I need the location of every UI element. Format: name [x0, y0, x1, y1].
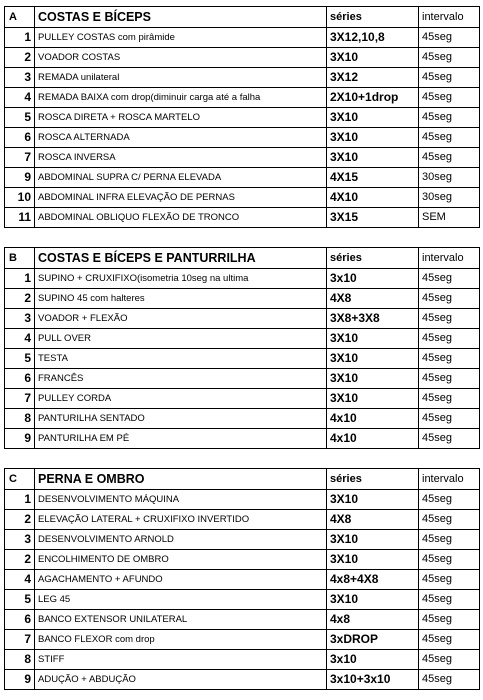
table-row — [5, 630, 480, 650]
exercise-number: 2 — [5, 289, 35, 309]
exercise-interval: 30seg — [419, 188, 480, 208]
table-row — [5, 550, 480, 570]
exercise-interval: 45seg — [419, 630, 480, 650]
exercise-interval: 45seg — [419, 670, 480, 690]
exercise-number: 4 — [5, 329, 35, 349]
exercise-number: 4 — [5, 570, 35, 590]
exercise-name: ELEVAÇÃO LATERAL + CRUXIFIXO INVERTIDO — [35, 510, 327, 530]
exercise-name: PULLEY COSTAS com pirâmide — [35, 28, 327, 48]
exercise-name: REMADA unilateral — [35, 68, 327, 88]
section-title: PERNA E OMBRO — [35, 469, 327, 490]
exercise-series: 3X10 — [327, 48, 419, 68]
exercise-interval: 45seg — [419, 570, 480, 590]
exercise-number: 1 — [5, 490, 35, 510]
exercise-name: VOADOR + FLEXÃO — [35, 309, 327, 329]
exercise-series: 3X10 — [327, 590, 419, 610]
interval-header: intervalo — [419, 248, 480, 269]
exercise-interval: SEM — [419, 208, 480, 228]
table-row — [5, 28, 480, 48]
exercise-series: 3X10 — [327, 108, 419, 128]
exercise-name: ADUÇÃO + ABDUÇÃO — [35, 670, 327, 690]
exercise-interval: 45seg — [419, 389, 480, 409]
exercise-series: 3X15 — [327, 208, 419, 228]
exercise-series: 3xDROP — [327, 630, 419, 650]
exercise-series: 4X10 — [327, 188, 419, 208]
table-row — [5, 309, 480, 329]
table-row — [5, 570, 480, 590]
exercise-series: 4X8 — [327, 510, 419, 530]
exercise-number: 2 — [5, 510, 35, 530]
exercise-interval: 45seg — [419, 289, 480, 309]
exercise-number: 7 — [5, 148, 35, 168]
exercise-name: BANCO FLEXOR com drop — [35, 630, 327, 650]
exercise-name: ABDOMINAL SUPRA C/ PERNA ELEVADA — [35, 168, 327, 188]
exercise-name: STIFF — [35, 650, 327, 670]
interval-header: intervalo — [419, 7, 480, 28]
exercise-name: AGACHAMENTO + AFUNDO — [35, 570, 327, 590]
workout-table — [4, 468, 480, 690]
table-row — [5, 329, 480, 349]
exercise-name: ENCOLHIMENTO DE OMBRO — [35, 550, 327, 570]
table-row — [5, 108, 480, 128]
exercise-number: 1 — [5, 269, 35, 289]
exercise-number: 6 — [5, 610, 35, 630]
table-row — [5, 530, 480, 550]
exercise-number: 3 — [5, 530, 35, 550]
exercise-name: ROSCA INVERSA — [35, 148, 327, 168]
table-row — [5, 148, 480, 168]
exercise-interval: 45seg — [419, 530, 480, 550]
exercise-name: DESENVOLVIMENTO ARNOLD — [35, 530, 327, 550]
exercise-interval: 45seg — [419, 369, 480, 389]
exercise-series: 2X10+1drop — [327, 88, 419, 108]
table-row — [5, 349, 480, 369]
table-row — [5, 490, 480, 510]
workout-table-b — [4, 247, 479, 449]
exercise-number: 7 — [5, 389, 35, 409]
exercise-interval: 45seg — [419, 108, 480, 128]
series-header: séries — [327, 7, 419, 28]
exercise-name: PULL OVER — [35, 329, 327, 349]
interval-header: intervalo — [419, 469, 480, 490]
exercise-number: 9 — [5, 429, 35, 449]
table-row — [5, 409, 480, 429]
exercise-number: 8 — [5, 409, 35, 429]
table-row — [5, 269, 480, 289]
series-header: séries — [327, 248, 419, 269]
exercise-number: 7 — [5, 630, 35, 650]
exercise-series: 3X10 — [327, 530, 419, 550]
workout-table — [4, 247, 480, 449]
exercise-name: PULLEY CORDA — [35, 389, 327, 409]
workout-table-c — [4, 468, 479, 690]
exercise-number: 6 — [5, 128, 35, 148]
table-row — [5, 590, 480, 610]
exercise-name: SUPINO 45 com halteres — [35, 289, 327, 309]
exercise-series: 4x8+4X8 — [327, 570, 419, 590]
table-row — [5, 68, 480, 88]
exercise-interval: 45seg — [419, 309, 480, 329]
exercise-name: DESENVOLVIMENTO MÁQUINA — [35, 490, 327, 510]
exercise-interval: 45seg — [419, 510, 480, 530]
table-header-row — [5, 248, 480, 269]
exercise-series: 4X15 — [327, 168, 419, 188]
table-row — [5, 369, 480, 389]
exercise-number: 9 — [5, 670, 35, 690]
exercise-interval: 30seg — [419, 168, 480, 188]
section-letter: C — [5, 469, 35, 490]
exercise-name: LEG 45 — [35, 590, 327, 610]
exercise-number: 2 — [5, 48, 35, 68]
exercise-interval: 45seg — [419, 28, 480, 48]
section-title: COSTAS E BÍCEPS — [35, 7, 327, 28]
section-title: COSTAS E BÍCEPS E PANTURRILHA — [35, 248, 327, 269]
exercise-series: 3x10 — [327, 650, 419, 670]
table-row — [5, 128, 480, 148]
exercise-series: 4x10 — [327, 429, 419, 449]
exercise-series: 3X8+3X8 — [327, 309, 419, 329]
table-row — [5, 670, 480, 690]
exercise-interval: 45seg — [419, 550, 480, 570]
exercise-number: 10 — [5, 188, 35, 208]
table-row — [5, 208, 480, 228]
exercise-name: ROSCA ALTERNADA — [35, 128, 327, 148]
section-letter: A — [5, 7, 35, 28]
section-letter: B — [5, 248, 35, 269]
exercise-name: ABDOMINAL OBLIQUO FLEXÃO DE TRONCO — [35, 208, 327, 228]
exercise-series: 3X10 — [327, 349, 419, 369]
series-header: séries — [327, 469, 419, 490]
exercise-number: 3 — [5, 68, 35, 88]
table-row — [5, 289, 480, 309]
table-row — [5, 168, 480, 188]
exercise-interval: 45seg — [419, 429, 480, 449]
exercise-interval: 45seg — [419, 148, 480, 168]
exercise-number: 11 — [5, 208, 35, 228]
table-row — [5, 429, 480, 449]
exercise-interval: 45seg — [419, 68, 480, 88]
exercise-series: 3X12 — [327, 68, 419, 88]
table-row — [5, 610, 480, 630]
workout-table-a — [4, 6, 479, 228]
table-row — [5, 188, 480, 208]
exercise-interval: 45seg — [419, 590, 480, 610]
exercise-series: 3X10 — [327, 148, 419, 168]
exercise-name: SUPINO + CRUXIFIXO(isometria 10seg na ultima — [35, 269, 327, 289]
exercise-number: 8 — [5, 650, 35, 670]
exercise-number: 9 — [5, 168, 35, 188]
exercise-interval: 45seg — [419, 490, 480, 510]
exercise-name: ROSCA DIRETA + ROSCA MARTELO — [35, 108, 327, 128]
exercise-series: 3X10 — [327, 329, 419, 349]
table-header-row — [5, 7, 480, 28]
table-row — [5, 389, 480, 409]
exercise-interval: 45seg — [419, 269, 480, 289]
exercise-number: 6 — [5, 369, 35, 389]
exercise-name: TESTA — [35, 349, 327, 369]
table-row — [5, 88, 480, 108]
exercise-number: 2 — [5, 550, 35, 570]
table-row — [5, 48, 480, 68]
exercise-series: 4x8 — [327, 610, 419, 630]
exercise-number: 5 — [5, 108, 35, 128]
exercise-interval: 45seg — [419, 329, 480, 349]
exercise-series: 3X10 — [327, 550, 419, 570]
exercise-series: 4X8 — [327, 289, 419, 309]
exercise-series: 3x10+3x10 — [327, 670, 419, 690]
exercise-name: VOADOR COSTAS — [35, 48, 327, 68]
exercise-name: ABDOMINAL INFRA ELEVAÇÃO DE PERNAS — [35, 188, 327, 208]
exercise-interval: 45seg — [419, 48, 480, 68]
exercise-number: 5 — [5, 349, 35, 369]
table-row — [5, 510, 480, 530]
table-header-row — [5, 469, 480, 490]
exercise-interval: 45seg — [419, 128, 480, 148]
exercise-series: 3X10 — [327, 369, 419, 389]
exercise-name: REMADA BAIXA com drop(diminuir carga até a falha — [35, 88, 327, 108]
exercise-name: BANCO EXTENSOR UNILATERAL — [35, 610, 327, 630]
exercise-series: 4x10 — [327, 409, 419, 429]
exercise-interval: 45seg — [419, 88, 480, 108]
exercise-number: 3 — [5, 309, 35, 329]
workout-table — [4, 6, 480, 228]
table-row — [5, 650, 480, 670]
exercise-number: 5 — [5, 590, 35, 610]
exercise-interval: 45seg — [419, 650, 480, 670]
exercise-series: 3X10 — [327, 490, 419, 510]
exercise-number: 1 — [5, 28, 35, 48]
exercise-series: 3x10 — [327, 269, 419, 289]
exercise-name: FRANCÊS — [35, 369, 327, 389]
exercise-series: 3X10 — [327, 389, 419, 409]
exercise-interval: 45seg — [419, 610, 480, 630]
exercise-interval: 45seg — [419, 409, 480, 429]
exercise-number: 4 — [5, 88, 35, 108]
exercise-series: 3X10 — [327, 128, 419, 148]
exercise-name: PANTURILHA EM PÉ — [35, 429, 327, 449]
exercise-name: PANTURILHA SENTADO — [35, 409, 327, 429]
exercise-interval: 45seg — [419, 349, 480, 369]
exercise-series: 3X12,10,8 — [327, 28, 419, 48]
